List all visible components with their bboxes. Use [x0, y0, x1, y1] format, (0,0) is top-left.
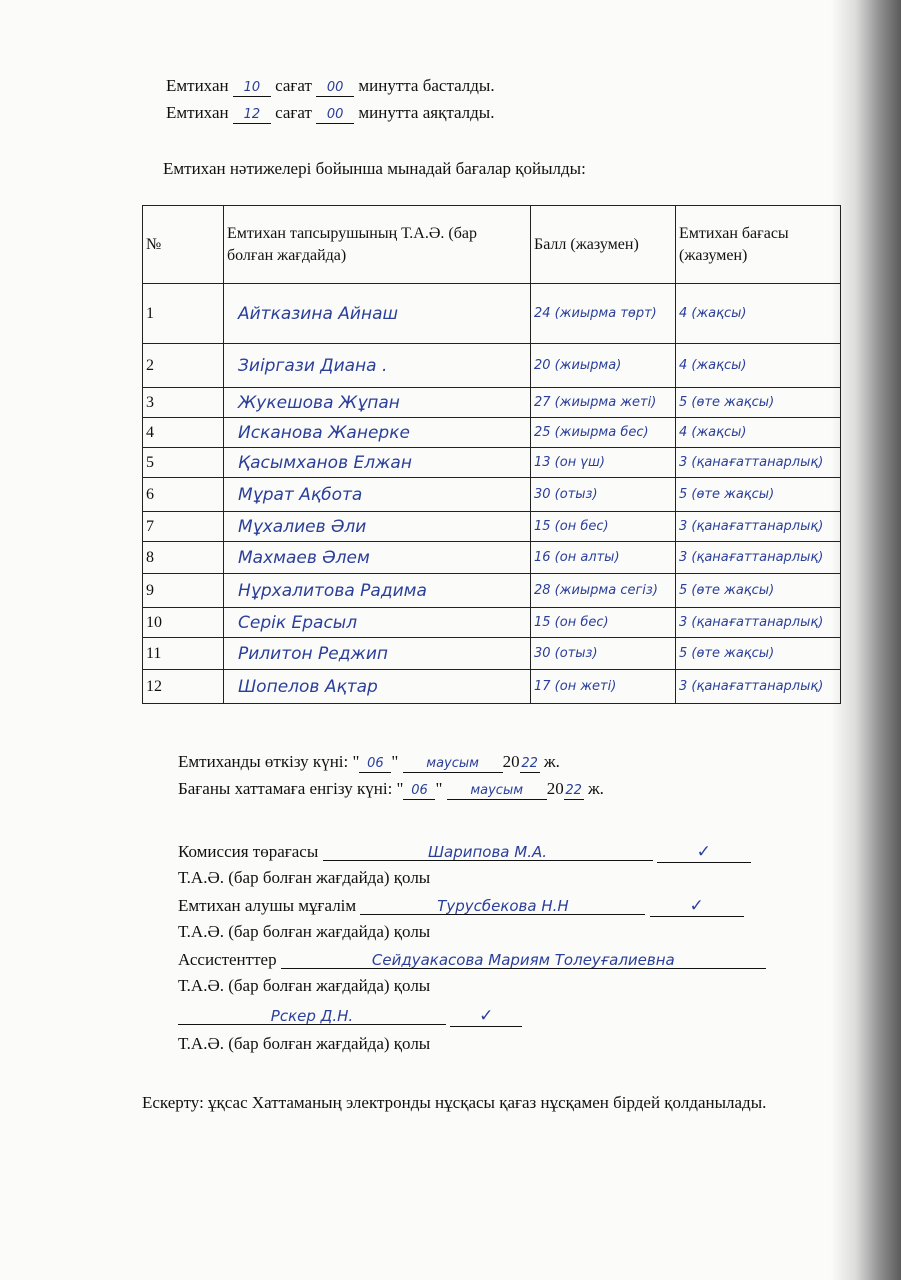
row-number: 6: [143, 478, 224, 512]
teacher-signature: ✓: [650, 896, 744, 917]
chair-signature: ✓: [657, 842, 751, 863]
entry-date-suffix: ж.: [587, 779, 604, 798]
score-cell: 24 (жиырма төрт): [531, 284, 676, 344]
grade-cell: 4 (жақсы): [676, 344, 841, 388]
row-number: 2: [143, 344, 224, 388]
score-cell: 20 (жиырма): [531, 344, 676, 388]
exam-date-quote: ": [391, 752, 399, 771]
entry-date-line: [178, 779, 604, 800]
grade-cell: 5 (өте жақсы): [676, 388, 841, 418]
student-name: Серік Ерасыл: [224, 608, 531, 638]
row-number: 3: [143, 388, 224, 418]
end-hour: 12: [233, 107, 271, 124]
student-name: Нұрхалитова Радима: [224, 574, 531, 608]
teacher-line: [178, 896, 744, 917]
score-cell: 30 (отыз): [531, 638, 676, 670]
table-row: [143, 512, 841, 542]
end-label: Емтихан: [166, 103, 229, 122]
grade-cell: 3 (қанағаттанарлық): [676, 670, 841, 704]
grade-cell: 3 (қанағаттанарлық): [676, 512, 841, 542]
table-row: [143, 574, 841, 608]
student-name: Қасымханов Елжан: [224, 448, 531, 478]
start-hour-label: сағат: [275, 76, 312, 95]
exam-date-month: маусым: [403, 756, 503, 773]
start-minute-label: минутта басталды.: [358, 76, 495, 95]
table-row: [143, 542, 841, 574]
grade-cell: 3 (қанағаттанарлық): [676, 448, 841, 478]
intro-text: Емтихан нәтижелері бойынша мынадай бағалар қойылды:: [163, 159, 586, 178]
table-row: [143, 388, 841, 418]
student-name: Айтказина Айнаш: [224, 284, 531, 344]
row-number: 5: [143, 448, 224, 478]
entry-date-year-suffix: 22: [565, 783, 582, 798]
student-name: Мұхалиев Әли: [224, 512, 531, 542]
start-time-line: [166, 76, 495, 97]
entry-date-month: маусым: [447, 783, 547, 800]
grade-cell: 4 (жақсы): [676, 418, 841, 448]
row-number: 7: [143, 512, 224, 542]
student-name: Зиіргази Диана .: [224, 344, 531, 388]
start-minute: 00: [316, 80, 354, 97]
teacher-label: Емтихан алушы мұғалім: [178, 896, 357, 915]
end-hour-label: сағат: [275, 103, 312, 122]
grade-cell: 5 (өте жақсы): [676, 574, 841, 608]
score-cell: 30 (отыз): [531, 478, 676, 512]
table-row: [143, 284, 841, 344]
end-minute: 00: [316, 107, 354, 124]
table-row: [143, 418, 841, 448]
header-grade: Емтихан бағасы (жазумен): [676, 206, 841, 284]
grades-table: [142, 205, 841, 704]
exam-date-year-prefix: 20: [502, 752, 520, 771]
entry-date-quote: ": [435, 779, 443, 798]
score-cell: 28 (жиырма сегіз): [531, 574, 676, 608]
teacher-name: Турусбекова Н.Н: [360, 898, 645, 915]
header-number: №: [143, 206, 224, 284]
assistants-line: [178, 950, 766, 970]
grade-cell: 3 (қанағаттанарлық): [676, 608, 841, 638]
grade-cell: 5 (өте жақсы): [676, 638, 841, 670]
table-row: [143, 344, 841, 388]
entry-date-label: Бағаны хаттамаға енгізу күні: ": [178, 779, 404, 798]
entry-date-year-prefix: 20: [546, 779, 564, 798]
table-body: [143, 284, 841, 704]
chair-line: [178, 842, 751, 863]
score-cell: 13 (он үш): [531, 448, 676, 478]
row-number: 11: [143, 638, 224, 670]
table-row: [143, 448, 841, 478]
exam-date-label: Емтиханды өткізу күні: ": [178, 752, 360, 771]
row-number: 12: [143, 670, 224, 704]
end-time-line: [166, 103, 494, 124]
grade-cell: 5 (өте жақсы): [676, 478, 841, 512]
table-header-row: [143, 206, 841, 284]
student-name: Махмаев Әлем: [224, 542, 531, 574]
member-signature: ✓: [450, 1006, 522, 1027]
grade-cell: 4 (жақсы): [676, 284, 841, 344]
table-row: [143, 638, 841, 670]
assistant-caption: Т.А.Ә. (бар болған жағдайда) қолы: [178, 976, 431, 995]
member-name: Рскер Д.Н.: [178, 1008, 446, 1025]
student-name: Жукешова Жұпан: [224, 388, 531, 418]
score-cell: 16 (он алты): [531, 542, 676, 574]
entry-date-day: 06: [403, 783, 435, 800]
score-cell: 15 (он бес): [531, 512, 676, 542]
member-line: [178, 1006, 522, 1027]
row-number: 8: [143, 542, 224, 574]
student-name: Шопелов Ақтар: [224, 670, 531, 704]
start-hour: 10: [233, 80, 271, 97]
student-name: Исканова Жанерке: [224, 418, 531, 448]
score-cell: 15 (он бес): [531, 608, 676, 638]
exam-date-line: [178, 752, 560, 773]
exam-date-suffix: ж.: [543, 752, 560, 771]
grade-cell: 3 (қанағаттанарлық): [676, 542, 841, 574]
score-cell: 25 (жиырма бес): [531, 418, 676, 448]
row-number: 10: [143, 608, 224, 638]
chair-name: Шарипова М.А.: [323, 844, 653, 861]
student-name: Мұрат Ақбота: [224, 478, 531, 512]
header-score: Балл (жазумен): [531, 206, 676, 284]
chair-label: Комиссия төрағасы: [178, 842, 319, 861]
footnote: Ескерту: ұқсас Хаттаманың электронды нұсқасы қағаз нұсқамен бірдей қолданылады.: [142, 1093, 767, 1112]
table-row: [143, 608, 841, 638]
student-name: Рилитон Реджип: [224, 638, 531, 670]
start-label: Емтихан: [166, 76, 229, 95]
assistants-label: Ассистенттер: [178, 950, 277, 969]
exam-date-day: 06: [359, 756, 391, 773]
end-minute-label: минутта аяқталды.: [358, 103, 495, 122]
chair-caption: Т.А.Ә. (бар болған жағдайда) қолы: [178, 868, 431, 887]
member-caption: Т.А.Ә. (бар болған жағдайда) қолы: [178, 1034, 431, 1053]
assistant-name: Сейдуакасова Мариям Толеуғалиевна: [281, 952, 766, 969]
row-number: 1: [143, 284, 224, 344]
header-name: Емтихан тапсырушының Т.А.Ә. (бар болған жағдайда): [224, 206, 531, 284]
exam-date-year-suffix: 22: [521, 756, 538, 771]
table-row: [143, 670, 841, 704]
table-row: [143, 478, 841, 512]
score-cell: 27 (жиырма жеті): [531, 388, 676, 418]
teacher-caption: Т.А.Ә. (бар болған жағдайда) қолы: [178, 922, 431, 941]
row-number: 9: [143, 574, 224, 608]
row-number: 4: [143, 418, 224, 448]
score-cell: 17 (он жеті): [531, 670, 676, 704]
